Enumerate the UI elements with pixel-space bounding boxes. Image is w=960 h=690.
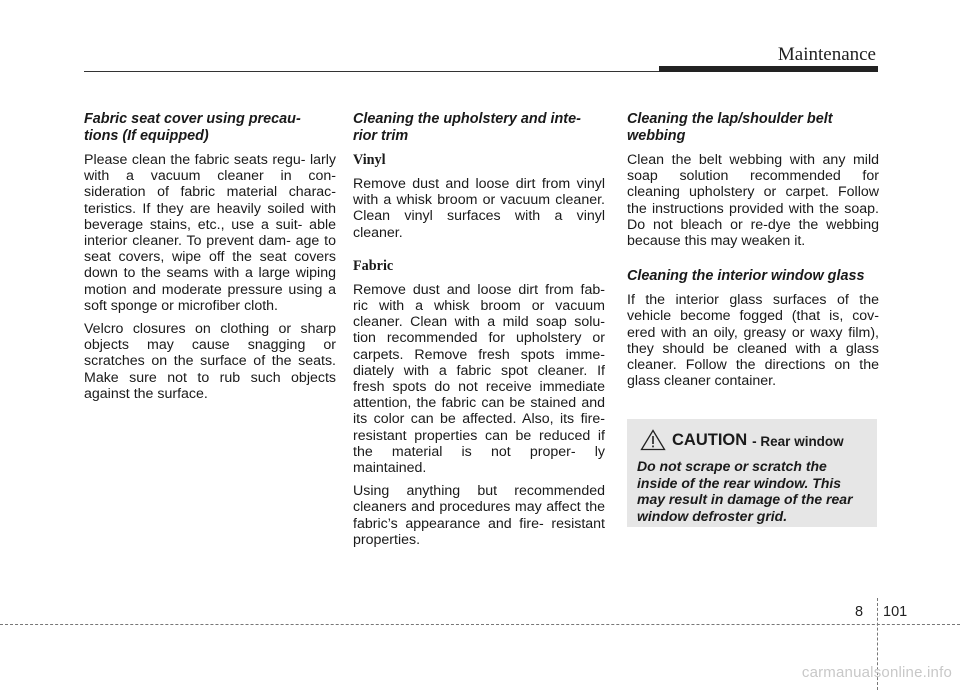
header-rule-thick [659, 66, 878, 72]
paragraph: Clean the belt webbing with any mild soap solution recommended for cleaning upholstery or carpet. Follow the instructions provided with the soap. Do not bleach or re-dye the webbing because this may weaken it. [627, 152, 879, 250]
page-number: 101 [883, 604, 908, 620]
column-2 [353, 111, 605, 555]
paragraph: Please clean the fabric seats regu- larly with a vacuum cleaner in con- sideration of fabric material charac- teristics. If they are heavily soiled with beverage stains, etc., use a suit- able interior cleaner. To prevent dam- age to seat covers, wipe off the seat covers down to the seams with a large wiping motion and moderate pressure using a soft sponge or microfiber cloth. [84, 152, 336, 314]
paragraph: Velcro closures on clothing or sharp objects may cause snagging or scratches on the surface of the seats. Make sure not to rub such objects against the surface. [84, 321, 336, 402]
heading-belt-webbing: Cleaning the lap/shoulder belt webbing [627, 111, 833, 144]
subheading-vinyl: Vinyl [353, 152, 386, 168]
heading-fabric-seat-cover: Fabric seat cover using precau- tions (If equipped) [84, 111, 301, 144]
footer-dashed-rule [0, 624, 960, 625]
heading-upholstery: Cleaning the upholstery and inte- rior trim [353, 111, 581, 144]
section-title: Maintenance [777, 44, 876, 65]
chapter-number: 8 [855, 604, 864, 620]
paragraph: Remove dust and loose dirt from fab- ric with a whisk broom or vacuum cleaner. Clean with a mild soap solu- tion recommended for upholstery or carpets. Remove fresh spots imme- diately with a fabric spot cleaner. If fresh spots do not receive immediate attention, the fabric can be stained and its color can be affected. Also, its fire-resistant properties can be reduced if the material is not proper- ly maintained. [353, 281, 605, 477]
paragraph: Remove dust and loose dirt from vinyl with a whisk broom or vacuum cleaner. Clean vinyl surfaces with a vinyl cleaner. [353, 176, 605, 241]
caution-subtitle: - Rear window [752, 433, 844, 449]
column-1 [84, 111, 336, 409]
header-rule-thin [84, 71, 664, 72]
subheading-fabric: Fabric [353, 257, 394, 274]
watermark: carmanualsonline.info [801, 664, 952, 681]
paragraph: If the interior glass surfaces of the vehicle become fogged (that is, cov- ered with an oily, greasy or waxy film), they should be cleaned with a glass cleaner. Follow the directions on the glass cleaner container. [627, 292, 879, 390]
paragraph: Using anything but recommended cleaners and procedures may affect the fabric’s appearance and fire- resistant properties. [353, 483, 605, 548]
column-3 [627, 111, 879, 396]
caution-label: CAUTION [672, 430, 748, 449]
warning-triangle-icon [640, 429, 666, 451]
caution-header [640, 429, 869, 451]
caution-box [627, 419, 877, 527]
heading-window-glass: Cleaning the interior window glass [627, 268, 865, 285]
caution-text: Do not scrape or scratch the inside of the rear window. This may result in damage of the rear window defroster grid. [637, 458, 853, 524]
